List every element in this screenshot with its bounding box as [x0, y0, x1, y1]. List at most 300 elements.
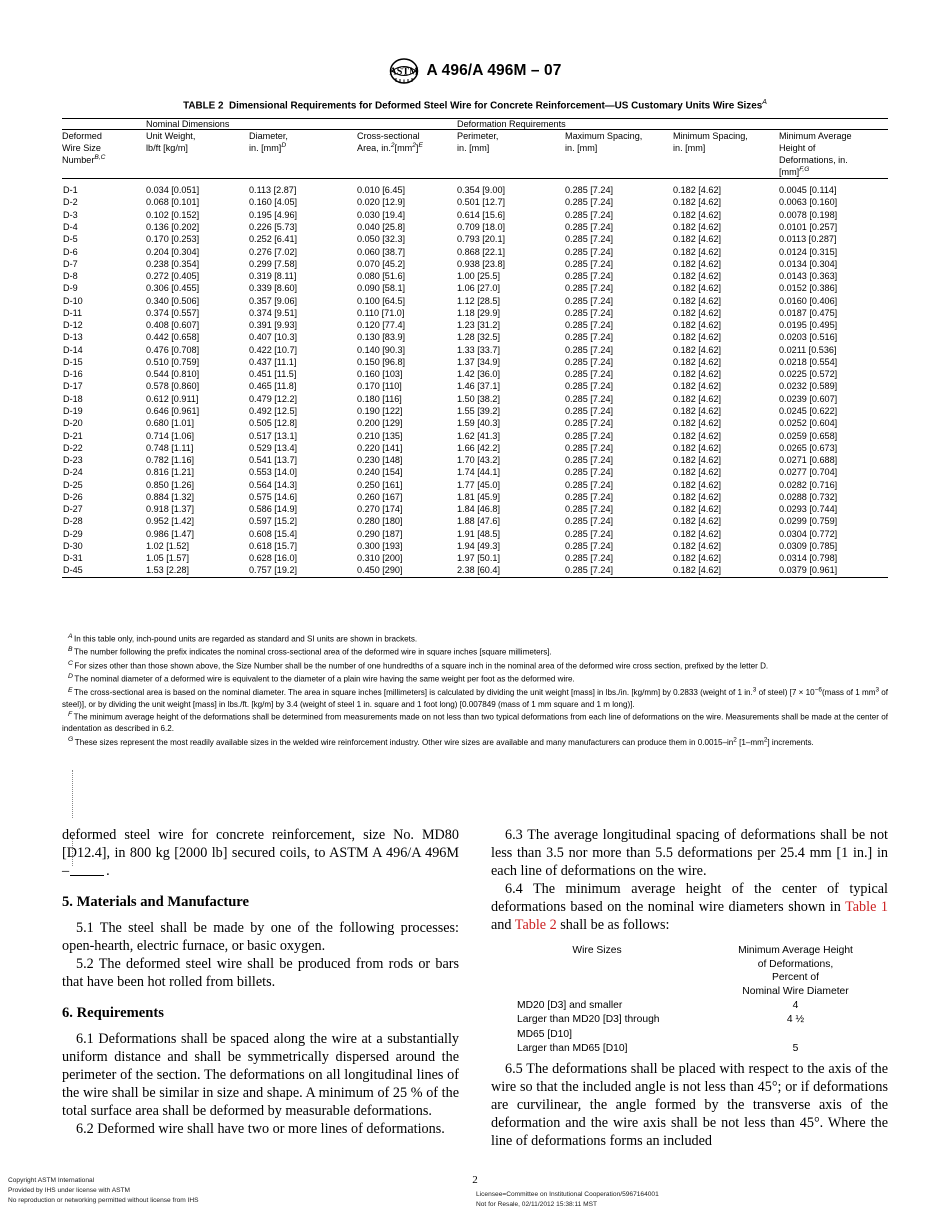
- table-group-header-row: [62, 119, 888, 130]
- table-cell: 0.182 [4.62]: [673, 455, 722, 466]
- footer-right-block: [476, 1190, 659, 1210]
- table-row: [62, 221, 888, 233]
- table-cell: 0.180 [116]: [357, 393, 402, 404]
- table-row: [62, 246, 888, 258]
- mini-table-body: [491, 999, 888, 1056]
- table-row: [62, 479, 888, 491]
- table-cell: 1.46 [37.1]: [457, 381, 500, 392]
- table-cell: D-20: [63, 418, 83, 429]
- table-cell: 0.709 [18.0]: [457, 222, 506, 232]
- table-cell: 1.84 [46.8]: [457, 504, 500, 515]
- section-5-heading: 5. Materials and Manufacture: [62, 894, 249, 911]
- mini-header-min-avg-height: [703, 944, 888, 999]
- page-footer: [0, 1176, 950, 1216]
- table-row: [62, 442, 888, 454]
- table-cell: 0.182 [4.62]: [673, 356, 722, 367]
- table-cell: 1.81 [45.9]: [457, 491, 500, 502]
- table-cell: 0.340 [0.506]: [146, 295, 200, 306]
- table-cell: 0.938 [23.8]: [457, 258, 506, 269]
- table-cell: 0.0293 [0.744]: [779, 504, 838, 515]
- table-title-footnote-mark: A: [762, 99, 767, 106]
- table-cell: D-12: [63, 320, 83, 331]
- table-cell: 0.479 [12.2]: [249, 393, 298, 404]
- footer-left-block: [8, 1176, 199, 1206]
- table-cell: 0.614 [15.6]: [457, 209, 506, 220]
- table-cell: 0.220 [141]: [357, 442, 403, 453]
- table-cell: 0.182 [4.62]: [673, 553, 722, 564]
- table-cell: 0.450 [290]: [357, 565, 403, 576]
- table-cell: 0.020 [12.9]: [357, 197, 406, 208]
- table-cell: D-17: [63, 381, 83, 392]
- table-cell: 0.182 [4.62]: [673, 209, 722, 220]
- table-row: [62, 356, 888, 368]
- table-cell: 0.501 [12.7]: [457, 197, 506, 208]
- table-cell: D-11: [63, 307, 83, 318]
- paragraph-6-3: 6.3 The average longitudinal spacing of deformations shall be not less than 3.5 nor more than 5.5 deformations per 25.4 mm [1 in.] in each line of deformations on the wire.: [491, 827, 888, 880]
- table-cell: 0.597 [15.2]: [249, 516, 298, 527]
- table-cell: 0.0232 [0.589]: [779, 381, 838, 392]
- table-cell: 0.182 [4.62]: [673, 516, 722, 527]
- paragraph-6-2: 6.2 Deformed wire shall have two or more lines of deformations.: [76, 1121, 445, 1138]
- table-cell: 0.140 [90.3]: [357, 344, 406, 355]
- table-cell: D-27: [63, 504, 83, 515]
- table-cell: 1.28 [32.5]: [457, 332, 500, 343]
- table-cell: 0.782 [1.16]: [146, 455, 195, 466]
- col-header-min-avg-height: Minimum Average Height of Deformations, in. [mm]$^{F,G}$: [779, 130, 888, 179]
- footnote-text: The number following the prefix indicates the nominal cross-sectional area of the deformed wire in square inches [square millimeters].: [74, 648, 552, 658]
- footnote: [62, 735, 888, 748]
- table-cell: 0.357 [9.06]: [249, 295, 298, 306]
- table-cell: 0.757 [19.2]: [249, 565, 298, 576]
- table-cell: 0.564 [14.3]: [249, 479, 298, 490]
- table-cell: 0.884 [1.32]: [146, 491, 195, 502]
- table-cell: 0.714 [1.06]: [146, 430, 195, 441]
- table-row: [62, 270, 888, 282]
- table-cell: 0.354 [9.00]: [457, 185, 506, 196]
- table-cell: 0.285 [7.24]: [565, 320, 614, 331]
- footnote-text: In this table only, inch-pound units are regarded as standard and SI units are shown in brackets.: [74, 634, 418, 644]
- table-cell: 0.182 [4.62]: [673, 467, 722, 478]
- table-cell: 0.299 [7.58]: [249, 258, 298, 269]
- mini-header-line-2: of Deformations,: [757, 958, 834, 970]
- table-cell: 0.850 [1.26]: [146, 479, 195, 490]
- table-cell: 0.204 [0.304]: [146, 246, 200, 257]
- table-cell: 0.0239 [0.607]: [779, 393, 838, 404]
- table-cell: 0.182 [4.62]: [673, 258, 722, 269]
- table-cell: 0.618 [15.7]: [249, 540, 298, 551]
- table-bottom-rule: [62, 577, 888, 578]
- table-cell: 1.66 [42.2]: [457, 442, 500, 453]
- dimensional-requirements-table: [62, 118, 888, 578]
- footnote: [62, 686, 888, 710]
- table-cell: 0.190 [122]: [357, 405, 403, 416]
- continuation-tail: .: [106, 863, 110, 880]
- table-cell: 1.94 [49.3]: [457, 540, 500, 551]
- paragraph-6-5: 6.5 The deformations shall be placed with respect to the axis of the wire so that the included angle is not less than 45°; or if deformations are curvilinear, the angle formed by the transverse axis of the deformation and the wire axis shall be not less than 45°. Where the line of deformations forms an included: [491, 1061, 888, 1150]
- table-cell: 0.160 [103]: [357, 369, 403, 380]
- table-cell: 0.182 [4.62]: [673, 540, 722, 551]
- col-header-cross-sectional-area: Cross-sectional Area, $in.^2[mm^2]^E$: [357, 130, 457, 179]
- table-title-text: Dimensional Requirements for Deformed Steel Wire for Concrete Reinforcement—US Customary Units Wire Sizes: [229, 100, 763, 112]
- table-cell: 0.240 [154]: [357, 467, 403, 478]
- table-cell: D-2: [63, 197, 78, 208]
- table-cell: 0.0187 [0.475]: [779, 307, 838, 318]
- table-cell: 0.442 [0.658]: [146, 332, 200, 343]
- table-cell: 0.285 [7.24]: [565, 197, 614, 208]
- table-cell: 0.030 [19.4]: [357, 209, 406, 220]
- table-row: [62, 564, 888, 576]
- table-row: [62, 184, 888, 196]
- table-cell: 0.285 [7.24]: [565, 246, 614, 257]
- table-cell: 0.0045 [0.114]: [779, 185, 837, 196]
- table-cell: 0.285 [7.24]: [565, 356, 614, 367]
- table-cell: 0.285 [7.24]: [565, 553, 614, 564]
- table-cell: 0.285 [7.24]: [565, 369, 614, 380]
- table-cell: 0.553 [14.0]: [249, 467, 298, 478]
- table-cell: D-26: [63, 491, 83, 502]
- table-cell: 0.276 [7.02]: [249, 246, 298, 257]
- paragraph-5-2: 5.2 The deformed steel wire shall be produced from rods or bars that have been hot rolled from billets.: [62, 955, 459, 991]
- table-cell: D-7: [63, 258, 78, 269]
- section-6-heading: 6. Requirements: [62, 1005, 164, 1022]
- table-cell: 0.422 [10.7]: [249, 344, 298, 355]
- table-cell: 0.986 [1.47]: [146, 528, 195, 539]
- table-cell: 0.285 [7.24]: [565, 565, 614, 576]
- table-row: [62, 552, 888, 564]
- footnote-text: These sizes represent the most readily available sizes in the welded wire reinforcement industry. Other wire sizes are available and many manufacturers can produce them in $0.0015-in^2$ $[1-mm^2]$ increments.: [74, 735, 814, 747]
- table-cell: 1.70 [43.2]: [457, 455, 500, 466]
- table-row: [62, 430, 888, 442]
- table-row: [62, 319, 888, 331]
- table-cell: 0.748 [1.11]: [146, 442, 194, 453]
- paragraph-6-1: 6.1 Deformations shall be spaced along the wire at a substantially uniform distance and shall be symmetrically dispersed around the perimeter of the section. The deformations on all longitudinal lines of the wire shall be similar in size and shape. A minimum of 25 % of the total surface area shall be deformed by measurable deformations.: [62, 1030, 459, 1120]
- mini-cell-height-percent: 5: [792, 1043, 799, 1055]
- table-cell: 1.62 [41.3]: [457, 430, 500, 441]
- table-cell: D-13: [63, 332, 83, 343]
- table-cell: 0.310 [200]: [357, 553, 403, 564]
- mini-table-row: [491, 1042, 888, 1056]
- col-header-max-spacing: Maximum Spacing, in. [mm]: [565, 130, 673, 179]
- footnote: [62, 645, 888, 658]
- table-cell: 1.33 [33.7]: [457, 344, 500, 355]
- paragraph-5-1: 5.1 The steel shall be made by one of the following processes: open-hearth, electric furnace, or basic oxygen.: [62, 919, 459, 954]
- table-cell: 1.77 [45.0]: [457, 479, 500, 490]
- mini-cell-wire-size: MD20 [D3] and smaller: [517, 1000, 623, 1012]
- table-cell: 1.91 [48.5]: [457, 528, 500, 539]
- table-row: [62, 491, 888, 503]
- table-cell: 0.0271 [0.688]: [779, 455, 838, 466]
- table-cell: 0.437 [11.1]: [249, 356, 297, 367]
- table-cell: D-9: [63, 283, 78, 294]
- table-cell: D-18: [63, 393, 83, 404]
- table-cell: 0.182 [4.62]: [673, 430, 722, 441]
- table-row: [62, 196, 888, 208]
- table-cell: D-22: [63, 442, 83, 453]
- table-1-reference-link[interactable]: Table 1: [845, 899, 888, 916]
- table-cell: 0.120 [77.4]: [357, 320, 406, 331]
- table-cell: 0.0160 [0.406]: [779, 295, 838, 306]
- table-cell: 0.195 [4.96]: [249, 209, 298, 220]
- table-cell: 0.150 [96.8]: [357, 356, 406, 367]
- mini-cell-height-percent: 4: [792, 1000, 799, 1012]
- table-cell: 0.060 [38.7]: [357, 246, 406, 257]
- table-cell: 0.285 [7.24]: [565, 295, 614, 306]
- table-cell: 0.100 [64.5]: [357, 295, 406, 306]
- mini-table-row: [491, 1013, 888, 1027]
- table-cell: 1.42 [36.0]: [457, 369, 500, 380]
- table-cell: 1.37 [34.9]: [457, 356, 500, 367]
- table-cell: 0.285 [7.24]: [565, 430, 614, 441]
- table-cell: 0.300 [193]: [357, 540, 403, 551]
- table-cell: 0.0063 [0.160]: [779, 197, 838, 208]
- table-cell: 1.74 [44.1]: [457, 467, 500, 478]
- table-cell: 0.280 [180]: [357, 516, 403, 527]
- footnote-text: The minimum average height of the deformations shall be determined from measurements made on not less than two typical deformations from each line of deformations on the wire. Measurements shall be made at the center of indentation as described in 6.2.: [62, 713, 888, 734]
- table-row: [62, 393, 888, 405]
- table-cell: 0.285 [7.24]: [565, 283, 614, 294]
- footnote-mark: E: [68, 686, 73, 694]
- table-cell: 0.0277 [0.704]: [779, 467, 838, 478]
- table-cell: 0.182 [4.62]: [673, 344, 722, 355]
- table-cell: 0.816 [1.21]: [146, 467, 195, 478]
- table-cell: 1.23 [31.2]: [457, 320, 500, 331]
- table-cell: D-19: [63, 405, 83, 416]
- footnote: [62, 710, 888, 734]
- table-cell: 0.0288 [0.732]: [779, 491, 838, 502]
- table-cell: 0.586 [14.9]: [249, 504, 298, 515]
- footnote-text: For sizes other than those shown above, the Size Number shall be the number of one hundredths of a square inch in the nominal area of the deformed wire cross section, prefixed by the letter D.: [74, 661, 769, 671]
- table-row: [62, 454, 888, 466]
- col-header-diameter: Diameter, in. [mm]$^D$: [249, 130, 357, 179]
- table-cell: 0.476 [0.708]: [146, 344, 200, 355]
- table-column-header-row: [62, 130, 888, 179]
- table-cell: 0.182 [4.62]: [673, 528, 722, 539]
- table-cell: 0.182 [4.62]: [673, 222, 722, 232]
- table-cell: 1.00 [25.5]: [457, 271, 500, 282]
- table-cell: 0.285 [7.24]: [565, 344, 614, 355]
- footnote-mark: B: [68, 646, 73, 654]
- table-cell: 0.272 [0.405]: [146, 271, 200, 282]
- body-columns: [62, 826, 888, 1156]
- table-cell: D-21: [63, 430, 83, 441]
- table-cell: 0.226 [5.73]: [249, 222, 298, 232]
- mini-cell-height-percent: 4 ½: [786, 1014, 805, 1026]
- table-cell: D-15: [63, 356, 83, 367]
- table-cell: D-31: [63, 553, 83, 564]
- table-cell: 1.06 [27.0]: [457, 283, 500, 294]
- table-cell: 0.868 [22.1]: [457, 246, 506, 257]
- table-title-prefix: TABLE 2: [183, 100, 224, 112]
- group-header-deformation: Deformation Requirements: [457, 119, 888, 130]
- paragraph-6-4-text: 6.4 The minimum average height of the center of typical deformations based on the nominal wire diameters shown in: [491, 881, 888, 916]
- table-cell: 0.0259 [0.658]: [779, 430, 838, 441]
- table-cell: 0.0124 [0.315]: [779, 246, 838, 257]
- table-row: [62, 380, 888, 392]
- table-cell: 0.285 [7.24]: [565, 271, 614, 282]
- table-cell: D-10: [63, 295, 83, 306]
- table-cell: 0.544 [0.810]: [146, 369, 200, 380]
- table-cell: 0.285 [7.24]: [565, 258, 614, 269]
- table-cell: 0.182 [4.62]: [673, 491, 722, 502]
- table-cell: 0.529 [13.4]: [249, 442, 298, 453]
- table-cell: 0.182 [4.62]: [673, 479, 722, 490]
- table-cell: 0.306 [0.455]: [146, 283, 200, 294]
- table-cell: 0.285 [7.24]: [565, 442, 614, 453]
- table-cell: 0.0113 [0.287]: [779, 234, 837, 245]
- table-cell: 0.290 [187]: [357, 528, 403, 539]
- table-cell: 0.040 [25.8]: [357, 222, 406, 232]
- table-cell: 0.285 [7.24]: [565, 418, 614, 429]
- table-cell: 0.285 [7.24]: [565, 234, 614, 245]
- mini-cell-height-percent: [703, 1027, 888, 1041]
- table-cell: 0.260 [167]: [357, 491, 403, 502]
- table-cell: 1.02 [1.52]: [146, 540, 189, 551]
- paragraph-continuation: [62, 826, 459, 880]
- table-cell: 0.230 [148]: [357, 455, 403, 466]
- table-cell: 0.285 [7.24]: [565, 491, 614, 502]
- table-row: [62, 528, 888, 540]
- table-cell: 0.182 [4.62]: [673, 283, 722, 294]
- table-cell: 0.182 [4.62]: [673, 332, 722, 343]
- table-cell: D-28: [63, 516, 83, 527]
- document-id: A 496/A 496M – 07: [426, 62, 562, 79]
- table-cell: 0.182 [4.62]: [673, 442, 722, 453]
- mini-cell-wire-size: Larger than MD20 [D3] through: [517, 1014, 660, 1026]
- table-cell: 0.285 [7.24]: [565, 528, 614, 539]
- mini-header-line-1: Minimum Average Height: [738, 944, 853, 956]
- paragraph-6-4: [491, 880, 888, 934]
- table-cell: 1.12 [28.5]: [457, 295, 500, 306]
- table-cell: 0.182 [4.62]: [673, 369, 722, 380]
- table-cell: 0.578 [0.860]: [146, 381, 200, 392]
- table-2-reference-link[interactable]: Table 2: [514, 917, 557, 934]
- table-cell: 0.182 [4.62]: [673, 271, 722, 282]
- table-cell: 0.182 [4.62]: [673, 393, 722, 404]
- table-row: [62, 344, 888, 356]
- table-row: [62, 307, 888, 319]
- table-cell: 0.182 [4.62]: [673, 565, 722, 576]
- table-cell: 1.50 [38.2]: [457, 393, 500, 404]
- table-cell: D-16: [63, 369, 83, 380]
- table-cell: 0.0379 [0.961]: [779, 565, 838, 576]
- table-cell: 1.53 [2.28]: [146, 565, 189, 576]
- table-cell: 0.182 [4.62]: [673, 246, 722, 257]
- footnote-mark: C: [68, 659, 73, 667]
- paragraph-6-4-conjunction: and: [491, 917, 515, 934]
- mini-table-header-row: [491, 944, 888, 999]
- table-cell: 0.285 [7.24]: [565, 222, 614, 232]
- table-cell: 0.793 [20.1]: [457, 234, 506, 245]
- fill-in-blank: [70, 864, 104, 876]
- table-cell: 0.0299 [0.759]: [779, 516, 838, 527]
- table-cell: 0.110 [71.0]: [357, 307, 405, 318]
- table-cell: 0.285 [7.24]: [565, 516, 614, 527]
- table-cell: 0.130 [83.9]: [357, 332, 406, 343]
- table-cell: 0.136 [0.202]: [146, 222, 200, 232]
- table-body: [62, 184, 888, 577]
- table-cell: 0.608 [15.4]: [249, 528, 298, 539]
- table-cell: 0.0282 [0.716]: [779, 479, 838, 490]
- table-cell: 0.210 [135]: [357, 430, 403, 441]
- table-cell: 0.182 [4.62]: [673, 295, 722, 306]
- table-row: [62, 503, 888, 515]
- table-cell: D-23: [63, 455, 83, 466]
- table-cell: 0.160 [4.05]: [249, 197, 298, 208]
- table-title: [62, 98, 888, 113]
- footer-line: Not for Resale, 02/11/2012 15:38:11 MST: [476, 1201, 598, 1209]
- table-cell: 0.113 [2.87]: [249, 185, 297, 196]
- table-cell: 0.050 [32.3]: [357, 234, 406, 245]
- footnote-mark: D: [68, 673, 73, 681]
- table-row: [62, 515, 888, 527]
- table-cell: 0.0218 [0.554]: [779, 356, 838, 367]
- table-cell: 0.034 [0.051]: [146, 185, 200, 196]
- table-cell: 0.285 [7.24]: [565, 209, 614, 220]
- table-cell: 0.374 [0.557]: [146, 307, 200, 318]
- table-cell: 0.319 [8.11]: [249, 271, 297, 282]
- table-cell: 1.55 [39.2]: [457, 405, 500, 416]
- table-cell: D-6: [63, 246, 78, 257]
- continuation-text: deformed steel wire for concrete reinforcement, size No. MD80 [D12.4], in 800 kg [2000 lb] secured coils, to ASTM A 496/A 496M –: [62, 827, 459, 880]
- table-cell: 0.0134 [0.304]: [779, 258, 838, 269]
- table-cell: 0.170 [110]: [357, 381, 402, 392]
- svg-text:ASTM: ASTM: [389, 66, 418, 78]
- table-footnotes: [62, 632, 888, 748]
- table-cell: 0.182 [4.62]: [673, 418, 722, 429]
- table-cell: 0.070 [45.2]: [357, 258, 406, 269]
- table-row: [62, 540, 888, 552]
- table-cell: D-29: [63, 528, 83, 539]
- table-cell: 0.492 [12.5]: [249, 405, 298, 416]
- table-row: [62, 295, 888, 307]
- footnote-text: The cross-sectional area is based on the nominal diameter. The area in square inches [millimeters] is calculated by dividing the unit weight [mass] in lbs./in. [kg/mm] by 0.2833 (weight of 1 in.$^3$ of steel) [$7 \times 10^{-6}(mass$ of 1 $mm^3$ of steel)], or by dividing the unit weight [mass] in lbs./ft. [kg/m] by 3.4 (weight of steel 1 in. square and 1 foot long) [0.007849 (mass of 1 mm square and 1 m long)].: [62, 686, 889, 709]
- table-cell: 1.18 [29.9]: [457, 307, 500, 318]
- table-cell: 0.080 [51.6]: [357, 271, 406, 282]
- table-cell: 0.0304 [0.772]: [779, 528, 838, 539]
- table-cell: 0.465 [11.8]: [249, 381, 297, 392]
- table-row: [62, 466, 888, 478]
- mini-cell-wire-size: MD65 [D10]: [517, 1028, 572, 1040]
- mini-header-wire-sizes: Wire Sizes: [572, 944, 622, 956]
- footnote-mark: F: [68, 711, 73, 719]
- mini-table-row: [491, 1027, 888, 1041]
- mini-cell-wire-size: Larger than MD65 [D10]: [517, 1043, 628, 1055]
- group-header-blank: [62, 119, 146, 130]
- table-cell: 0.285 [7.24]: [565, 540, 614, 551]
- footnote-mark: G: [68, 735, 74, 743]
- table-cell: 0.517 [13.1]: [249, 430, 298, 441]
- table-cell: 0.628 [16.0]: [249, 553, 298, 564]
- footnote: [62, 632, 888, 645]
- table-row: [62, 405, 888, 417]
- table-cell: 0.182 [4.62]: [673, 320, 722, 331]
- table-cell: 0.0143 [0.363]: [779, 271, 838, 282]
- mini-header-line-4: Nominal Wire Diameter: [742, 985, 849, 997]
- table-cell: 0.182 [4.62]: [673, 504, 722, 515]
- left-column: [62, 826, 459, 1138]
- table-cell: 0.102 [0.152]: [146, 209, 200, 220]
- table-cell: 0.285 [7.24]: [565, 479, 614, 490]
- table-cell: 0.0314 [0.798]: [779, 553, 838, 564]
- table-cell: D-1: [63, 185, 78, 196]
- table-cell: 0.200 [129]: [357, 418, 403, 429]
- table-cell: D-25: [63, 479, 83, 490]
- table-cell: 0.575 [14.6]: [249, 491, 298, 502]
- table-cell: 0.0195 [0.495]: [779, 320, 838, 331]
- table-cell: 0.0265 [0.673]: [779, 442, 838, 453]
- table-cell: 0.285 [7.24]: [565, 467, 614, 478]
- table-row: [62, 331, 888, 343]
